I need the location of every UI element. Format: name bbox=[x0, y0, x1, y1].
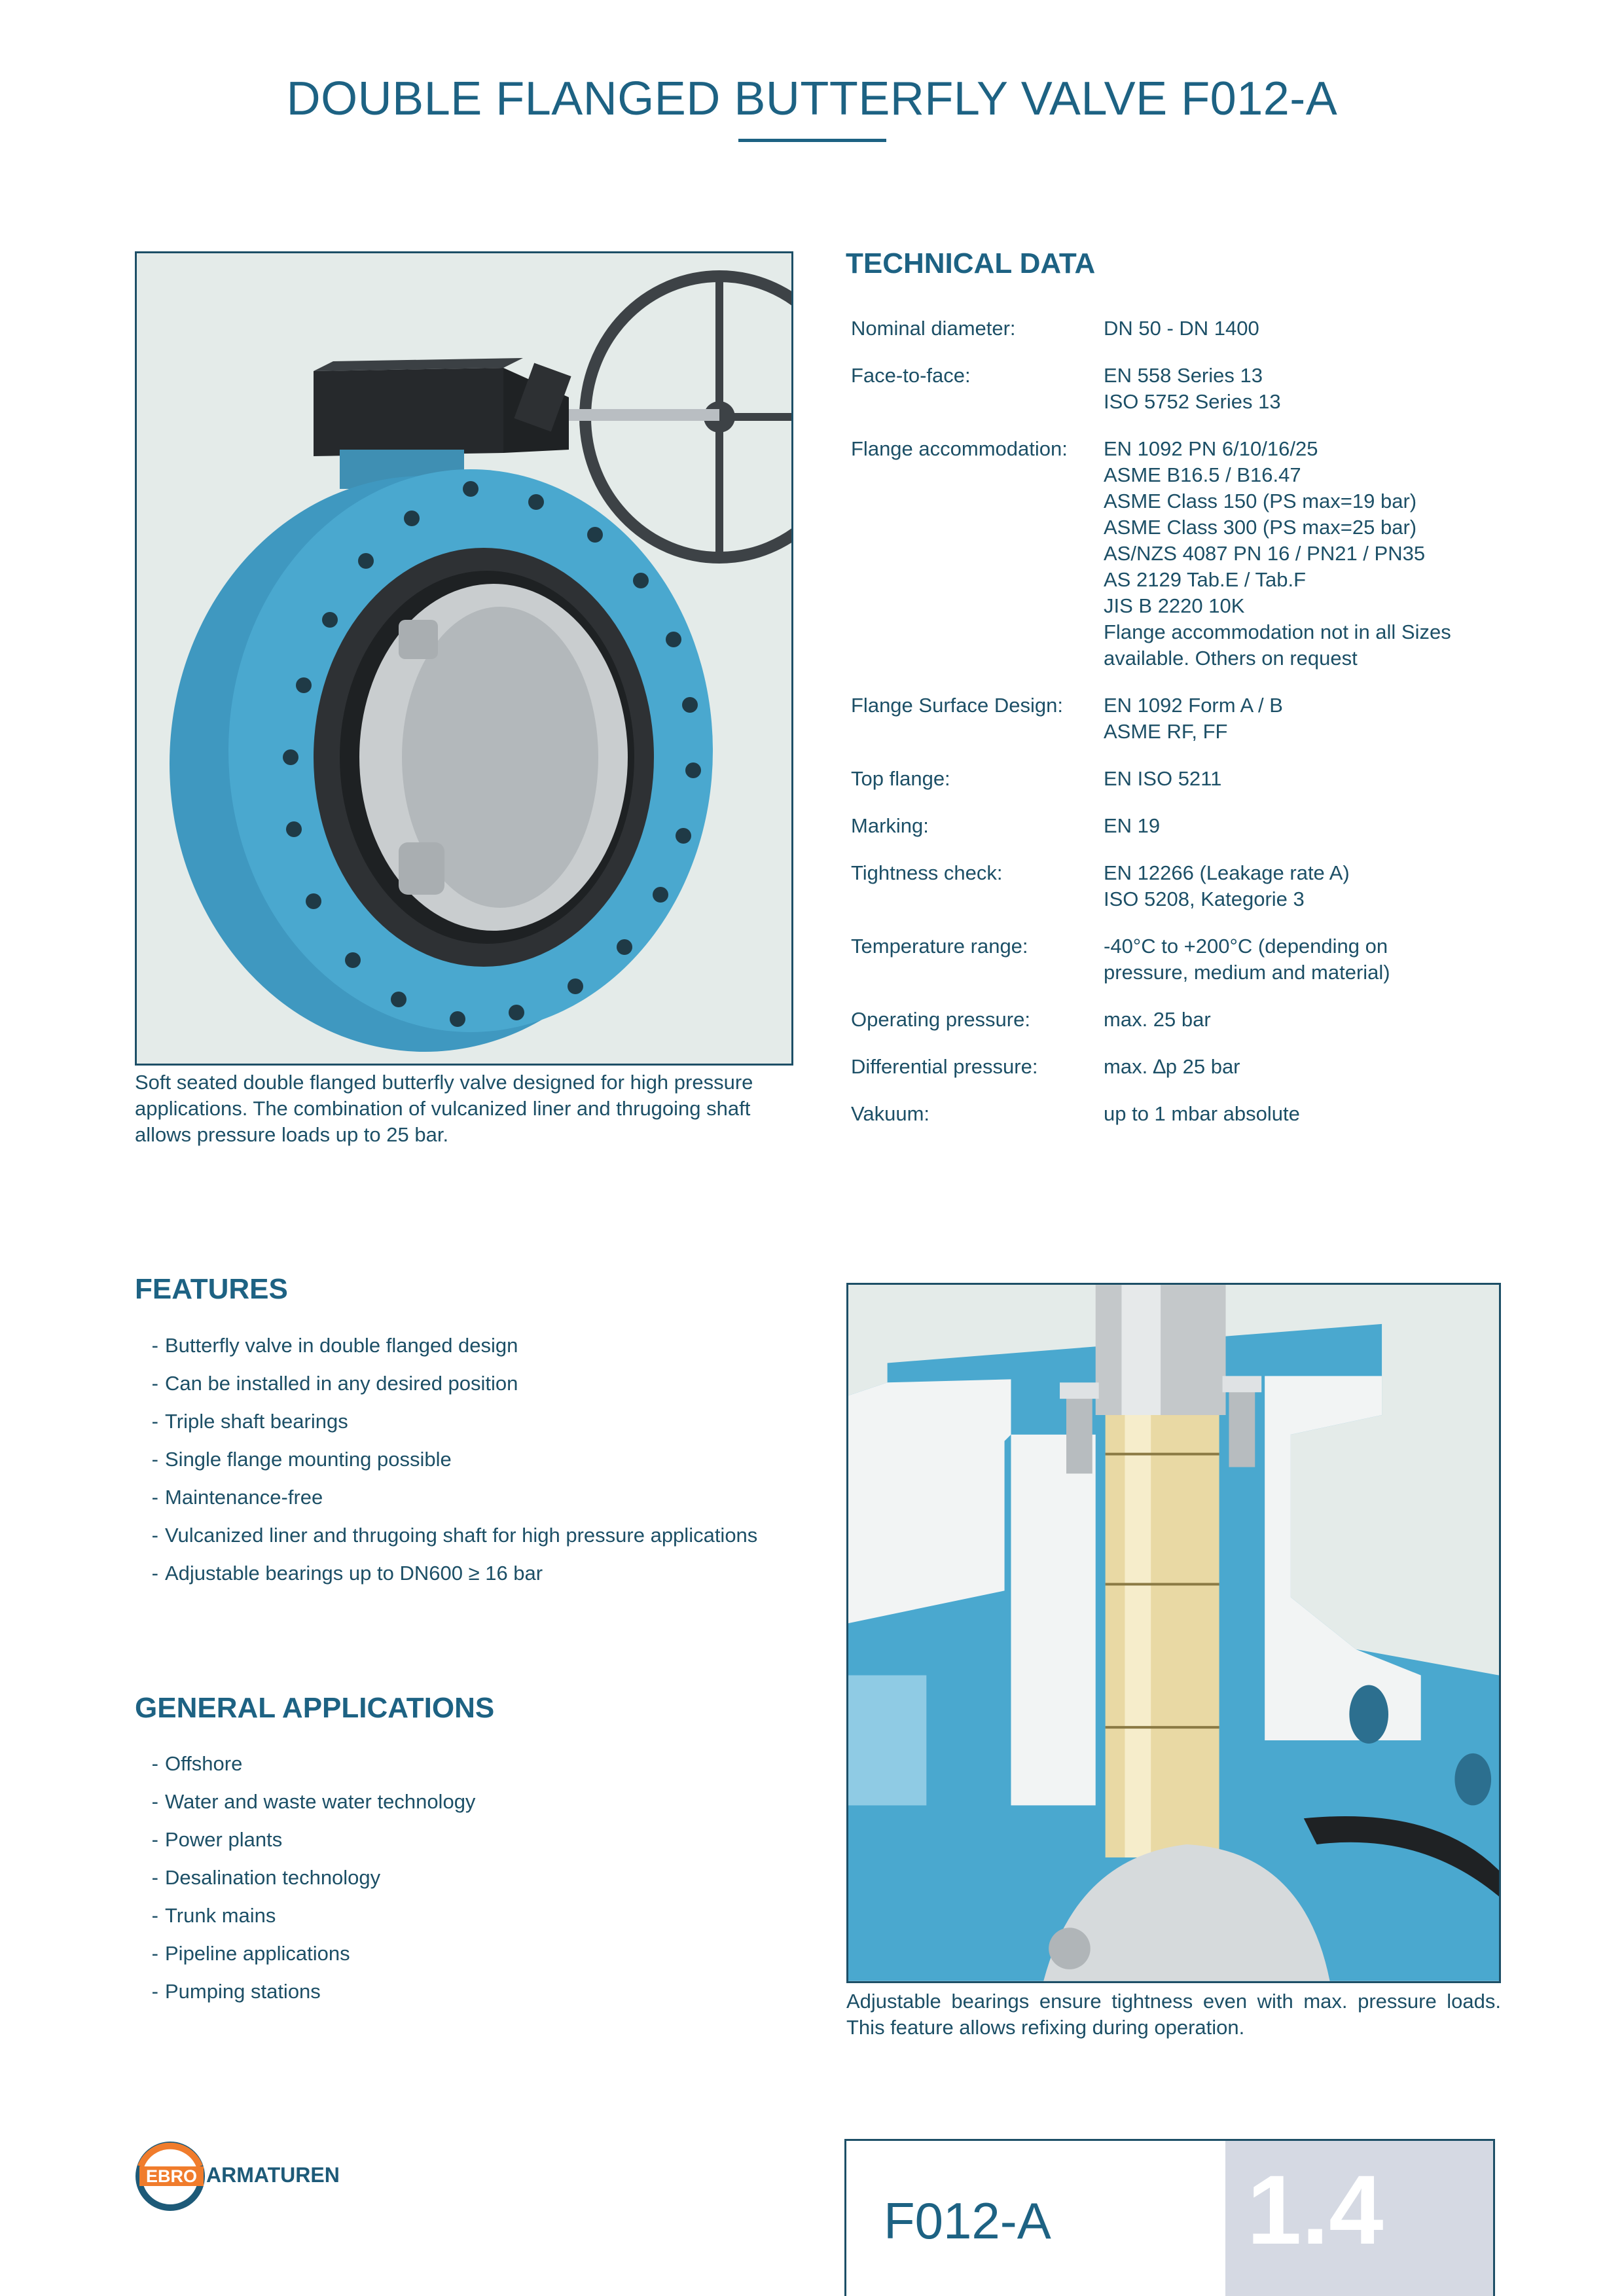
list-dash: - bbox=[151, 1904, 158, 1927]
list-dash: - bbox=[151, 1524, 158, 1547]
technical-data-row bbox=[851, 813, 1506, 839]
technical-data-values bbox=[1104, 436, 1506, 672]
technical-data-label: Vakuum: bbox=[851, 1102, 930, 1125]
technical-data-values bbox=[1104, 766, 1506, 792]
list-item bbox=[135, 1865, 763, 1891]
list-dash: - bbox=[151, 1372, 158, 1395]
technical-data-label: Temperature range: bbox=[851, 935, 1028, 958]
technical-data-value: AS/NZS 4087 PN 16 / PN21 / PN35 bbox=[1104, 542, 1426, 565]
main-image-caption: Soft seated double flanged butterfly valve designed for high pressure applications. The combination of vulcanized liner and thrugoing shaft allows pressure loads up to 25 bar. bbox=[135, 1071, 753, 1146]
technical-data-value: EN 558 Series 13 bbox=[1104, 364, 1263, 387]
technical-data-values bbox=[1104, 860, 1506, 912]
title-underline bbox=[738, 139, 886, 142]
technical-data-label: Differential pressure: bbox=[851, 1055, 1038, 1078]
list-item bbox=[135, 1333, 763, 1359]
applications-list bbox=[135, 1751, 763, 2017]
technical-data-value: ASME B16.5 / B16.47 bbox=[1104, 463, 1301, 486]
technical-data-values bbox=[1104, 315, 1506, 342]
technical-data-values bbox=[1104, 933, 1506, 986]
technical-data-label: Nominal diameter: bbox=[851, 317, 1016, 340]
list-item-text: Vulcanized liner and thrugoing shaft for high pressure applications bbox=[165, 1524, 758, 1547]
technical-data-value: EN 12266 (Leakage rate A) bbox=[1104, 861, 1350, 884]
list-item-text: Single flange mounting possible bbox=[165, 1448, 452, 1471]
technical-data-row bbox=[851, 1101, 1506, 1127]
list-item bbox=[135, 1560, 763, 1587]
list-dash: - bbox=[151, 1790, 158, 1813]
technical-data-values bbox=[1104, 1007, 1506, 1033]
technical-data-value: JIS B 2220 10K bbox=[1104, 594, 1245, 617]
list-dash: - bbox=[151, 1486, 158, 1509]
list-dash: - bbox=[151, 1866, 158, 1889]
features-heading: FEATURES bbox=[135, 1273, 288, 1305]
technical-data-label: Face-to-face: bbox=[851, 364, 971, 387]
applications-heading: GENERAL APPLICATIONS bbox=[135, 1692, 495, 1724]
technical-data-values bbox=[1104, 813, 1506, 839]
technical-data-row bbox=[851, 1007, 1506, 1033]
technical-data-row bbox=[851, 315, 1506, 342]
technical-data-label: Flange accommodation: bbox=[851, 437, 1068, 460]
list-dash: - bbox=[151, 1942, 158, 1965]
list-item bbox=[135, 1371, 763, 1397]
technical-data-values bbox=[1104, 1101, 1506, 1127]
technical-data-label: Marking: bbox=[851, 814, 929, 837]
list-item bbox=[135, 1903, 763, 1929]
list-item-text: Pipeline applications bbox=[165, 1942, 350, 1965]
list-item bbox=[135, 1789, 763, 1815]
list-dash: - bbox=[151, 1980, 158, 2003]
list-item-text: Adjustable bearings up to DN600 ≥ 16 bar bbox=[165, 1562, 543, 1585]
list-dash: - bbox=[151, 1828, 158, 1851]
technical-data-value: -40°C to +200°C (depending on bbox=[1104, 935, 1388, 958]
technical-data-row bbox=[851, 766, 1506, 792]
technical-data-value: EN 1092 PN 6/10/16/25 bbox=[1104, 437, 1318, 460]
list-dash: - bbox=[151, 1562, 158, 1585]
technical-data-value: DN 50 - DN 1400 bbox=[1104, 317, 1259, 340]
technical-data-table bbox=[851, 315, 1506, 1148]
list-item-text: Power plants bbox=[165, 1828, 283, 1851]
list-item bbox=[135, 1979, 763, 2005]
technical-data-heading: TECHNICAL DATA bbox=[846, 247, 1096, 279]
technical-data-label: Operating pressure: bbox=[851, 1008, 1030, 1031]
technical-data-row bbox=[851, 436, 1506, 672]
list-dash: - bbox=[151, 1410, 158, 1433]
technical-data-value: available. Others on request bbox=[1104, 647, 1358, 670]
list-item-text: Can be installed in any desired position bbox=[165, 1372, 518, 1395]
list-item bbox=[135, 1941, 763, 1967]
list-dash: - bbox=[151, 1448, 158, 1471]
list-item bbox=[135, 1484, 763, 1511]
logo-right-text: ARMATUREN bbox=[206, 2163, 340, 2187]
list-dash: - bbox=[151, 1752, 158, 1775]
technical-data-row bbox=[851, 933, 1506, 986]
logo-left-text: EBRO bbox=[145, 2166, 198, 2186]
main-product-image bbox=[135, 251, 793, 1066]
technical-data-values bbox=[1104, 692, 1506, 745]
list-item-text: Water and waste water technology bbox=[165, 1790, 476, 1813]
list-dash: - bbox=[151, 1334, 158, 1357]
list-item bbox=[135, 1446, 763, 1473]
technical-data-row bbox=[851, 1054, 1506, 1080]
technical-data-value: EN 19 bbox=[1104, 814, 1161, 837]
technical-data-value: ISO 5208, Kategorie 3 bbox=[1104, 888, 1305, 910]
ebro-logo-icon bbox=[134, 2140, 350, 2212]
ebro-armaturen-logo bbox=[134, 2140, 350, 2212]
list-item-text: Offshore bbox=[165, 1752, 243, 1775]
technical-data-value: up to 1 mbar absolute bbox=[1104, 1102, 1300, 1125]
list-item-text: Triple shaft bearings bbox=[165, 1410, 348, 1433]
list-item-text: Butterfly valve in double flanged design bbox=[165, 1334, 518, 1357]
technical-data-value: ASME Class 150 (PS max=19 bar) bbox=[1104, 490, 1417, 512]
technical-data-value: ISO 5752 Series 13 bbox=[1104, 390, 1281, 413]
technical-data-value: EN ISO 5211 bbox=[1104, 767, 1222, 790]
technical-data-label: Top flange: bbox=[851, 767, 950, 790]
technical-data-value: ASME RF, FF bbox=[1104, 720, 1228, 743]
technical-data-value: max. ∆p 25 bar bbox=[1104, 1055, 1240, 1078]
technical-data-label: Tightness check: bbox=[851, 861, 1003, 884]
technical-data-value: pressure, medium and material) bbox=[1104, 961, 1390, 984]
technical-data-row bbox=[851, 692, 1506, 745]
butterfly-valve-illustration bbox=[137, 253, 791, 1064]
list-item bbox=[135, 1827, 763, 1853]
technical-data-values bbox=[1104, 1054, 1506, 1080]
list-item bbox=[135, 1408, 763, 1435]
list-item-text: Trunk mains bbox=[165, 1904, 276, 1927]
list-item-text: Pumping stations bbox=[165, 1980, 321, 2003]
shaft-icon bbox=[1096, 1285, 1226, 1857]
technical-data-label: Flange Surface Design: bbox=[851, 694, 1063, 717]
page-title: DOUBLE FLANGED BUTTERFLY VALVE F012-A bbox=[286, 73, 1338, 125]
footer-product-code: F012-A bbox=[884, 2192, 1051, 2250]
footer-section-number: 1.4 bbox=[1247, 2155, 1384, 2265]
list-item bbox=[135, 1522, 763, 1549]
technical-data-values bbox=[1104, 363, 1506, 415]
list-item bbox=[135, 1751, 763, 1777]
list-item-text: Maintenance-free bbox=[165, 1486, 323, 1509]
features-list bbox=[135, 1333, 763, 1598]
list-item-text: Desalination technology bbox=[165, 1866, 381, 1889]
technical-data-row bbox=[851, 860, 1506, 912]
technical-data-value: max. 25 bar bbox=[1104, 1008, 1211, 1031]
technical-data-value: Flange accommodation not in all Sizes bbox=[1104, 620, 1451, 643]
detail-image-caption: Adjustable bearings ensure tightness even with max. pressure loads. This feature allows refixing during operation. bbox=[846, 1990, 1501, 2039]
technical-data-value: EN 1092 Form A / B bbox=[1104, 694, 1283, 717]
technical-data-row bbox=[851, 363, 1506, 415]
detail-cutaway-image bbox=[846, 1283, 1501, 1983]
technical-data-value: AS 2129 Tab.E / Tab.F bbox=[1104, 568, 1307, 591]
shaft-bearing-cutaway-illustration bbox=[848, 1285, 1499, 1981]
technical-data-value: ASME Class 300 (PS max=25 bar) bbox=[1104, 516, 1417, 539]
